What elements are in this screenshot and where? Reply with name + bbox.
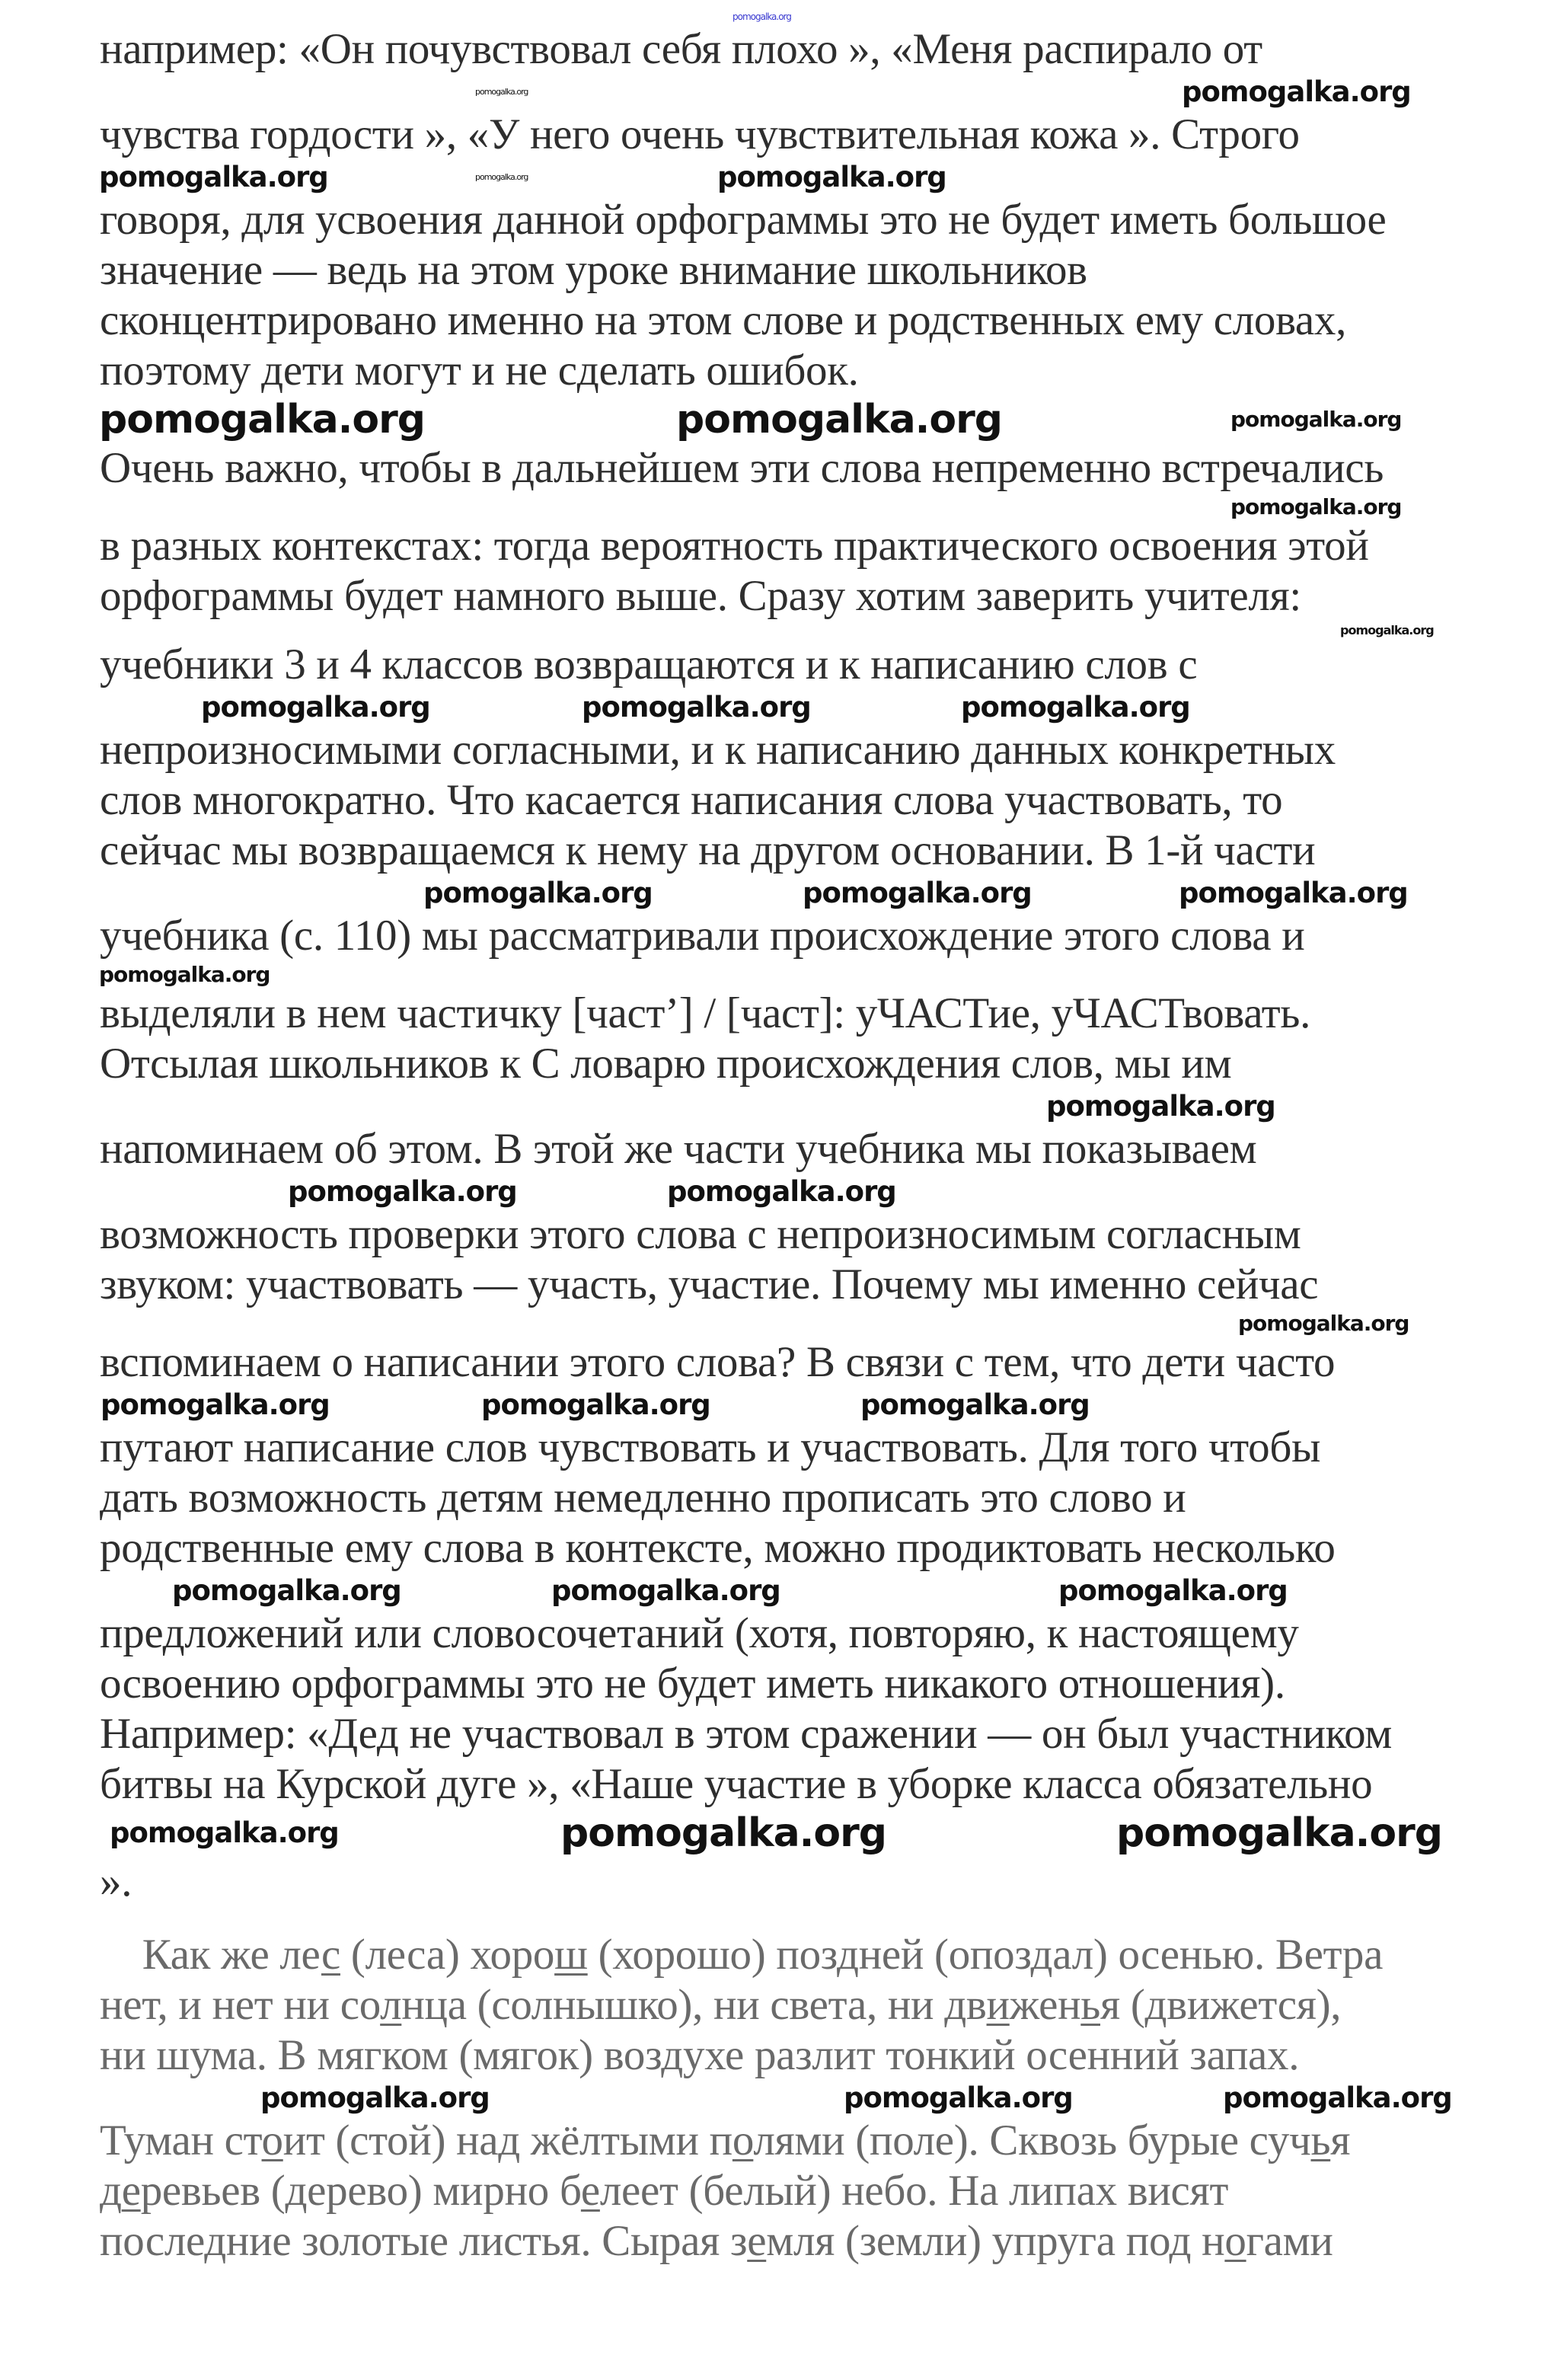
watermark-row	[0, 1573, 1548, 1608]
underlined-letter: е	[121, 2167, 141, 2215]
poem-line	[0, 2166, 1548, 2216]
text-line: говоря, для усвоения данной орфограммы это не будет иметь большое	[100, 196, 1387, 244]
underlined-letter: и	[986, 1981, 1010, 2029]
text-line: звуком: участвовать — участь, участие. Почему мы именно сейчас	[100, 1260, 1319, 1308]
watermark: pomogalka.org	[423, 877, 653, 909]
text-segment: д	[100, 2167, 122, 2215]
text-line: дать возможность детям немедленно прописать это слово и	[100, 1474, 1186, 1522]
watermark-row	[0, 396, 1548, 443]
watermark-row	[0, 9, 1548, 24]
watermark-row	[0, 2081, 1548, 2116]
text-segment: я (движется),	[1100, 1981, 1342, 2029]
watermark: pomogalka.org	[1238, 1311, 1409, 1336]
text-segment: я	[1330, 2116, 1351, 2164]
watermark: pomogalka.org	[1230, 407, 1402, 432]
text-line: Отсылая школьников к С ловарю происхождения слов, мы им	[100, 1040, 1232, 1088]
text-line: в разных контекстах: тогда вероятность практического освоения этой	[100, 522, 1369, 570]
underlined-letter: ш	[554, 1931, 588, 1979]
underlined-letter: о	[1224, 2217, 1246, 2265]
text-line: орфограммы будет намного выше. Сразу хотим заверить учителя:	[100, 572, 1301, 620]
text-line: чувства гордости », «У него очень чувствительная кожа ». Строго	[100, 110, 1300, 158]
paragraph-gap	[0, 1907, 1548, 1930]
watermark: pomogalka.org	[101, 1388, 330, 1421]
watermark: pomogalka.org	[1182, 75, 1411, 108]
text-segment: ревьев (дерево) мирно б	[140, 2167, 581, 2215]
watermark: pomogalka.org	[844, 2081, 1073, 2114]
text-segment: гами	[1246, 2217, 1333, 2265]
watermark-row	[0, 494, 1548, 521]
watermark: pomogalka.org	[475, 87, 528, 97]
watermark: pomogalka.org	[1223, 2081, 1452, 2114]
watermark: pomogalka.org	[110, 1816, 339, 1849]
watermark-row	[0, 75, 1548, 110]
text-segment: (леса) хоро	[340, 1931, 555, 1979]
watermark: pomogalka.org	[860, 1388, 1090, 1421]
watermark: pomogalka.org	[260, 2081, 490, 2114]
text-line: напоминаем об этом. В этой же части учебника мы показываем	[100, 1125, 1257, 1173]
watermark: pomogalka.org	[99, 397, 426, 442]
watermark: pomogalka.org	[201, 691, 430, 724]
watermark-row	[0, 160, 1548, 195]
watermark: pomogalka.org	[560, 1810, 887, 1856]
watermark: pomogalka.org	[99, 962, 270, 987]
watermark: pomogalka.org	[717, 161, 946, 193]
text-segment: ней (опоздал) осенью. Ветра	[858, 1931, 1384, 1979]
text-segment: лями (поле). Сквозь бурые суч	[753, 2116, 1311, 2164]
document-page	[0, 9, 1548, 2267]
underlined-letter: ь	[1310, 2116, 1331, 2164]
watermark: pomogalka.org	[676, 397, 1003, 442]
text-line: ».	[100, 1858, 132, 1906]
text-line: Например: «Дед не участвовал в этом сражении — он был участником	[100, 1710, 1393, 1758]
watermark: pomogalka.org	[481, 1388, 710, 1421]
text-segment: жен	[1009, 1981, 1081, 2029]
watermark: pomogalka.org	[172, 1574, 401, 1607]
watermark-row	[0, 961, 1548, 989]
underlined-letter: о	[261, 2116, 283, 2164]
text-segment: мля (земли) упруга под н	[766, 2217, 1225, 2265]
poem-line	[0, 2216, 1548, 2267]
underlined-letter: е	[747, 2217, 767, 2265]
text-line: путают написание слов чувствовать и участвовать. Для того чтобы	[100, 1423, 1321, 1471]
watermark-row	[0, 1810, 1548, 1857]
watermark: pomogalka.org	[1179, 877, 1408, 909]
watermark: pomogalka.org	[288, 1175, 517, 1208]
text-line: возможность проверки этого слова с непроизносимым согласным	[100, 1210, 1301, 1258]
watermark-row	[0, 1388, 1548, 1423]
watermark: pomogalka.org	[961, 691, 1190, 724]
text-line: сконцентрировано именно на этом слове и родственных ему словах,	[100, 296, 1347, 344]
watermark: pomogalka.org	[582, 691, 811, 724]
watermark: pomogalka.org	[1116, 1810, 1443, 1856]
underlined-letter: д	[836, 1931, 859, 1979]
text-segment: ит (стой) над жёлтыми п	[282, 2116, 733, 2164]
text-segment: последние золотые листья. Сырая з	[100, 2217, 748, 2265]
text-line: поэтому дети могут и не сделать ошибок.	[100, 347, 859, 395]
text-segment: Как же ле	[100, 1931, 321, 1979]
underlined-letter: ь	[1080, 1981, 1100, 2029]
text-segment: ни шума. В мягком (мягок) воздухе разлит тонкий осенний запах.	[100, 2031, 1300, 2079]
text-line: освоению орфограммы это не будет иметь никакого отношения).	[100, 1660, 1285, 1708]
poem-line	[0, 2030, 1548, 2081]
text-line: слов многократно. Что касается написания слова участвовать, то	[100, 776, 1283, 824]
text-line: предложений или словосочетаний (хотя, повторяю, к настоящему	[100, 1609, 1299, 1657]
text-segment: Туман ст	[100, 2116, 262, 2164]
watermark-row	[0, 690, 1548, 725]
underlined-letter: л	[380, 1981, 402, 2029]
text-line: родственные ему слова в контексте, можно продиктовать несколько	[100, 1524, 1336, 1572]
poem-line	[0, 1980, 1548, 2030]
text-line: значение — ведь на этом уроке внимание школьников	[100, 246, 1087, 294]
watermark: pomogalka.org	[99, 161, 328, 193]
watermark: pomogalka.org	[1046, 1090, 1275, 1123]
watermark: pomogalka.org	[551, 1574, 780, 1607]
watermark-row	[0, 1174, 1548, 1209]
text-line: сейчас мы возвращаемся к нему на другом основании. В 1-й части	[100, 826, 1316, 874]
watermark-row	[0, 876, 1548, 911]
underlined-letter: с	[321, 1931, 340, 1979]
watermark: pomogalka.org	[733, 11, 791, 22]
text-line: выделяли в нем частичку [част’] / [част]: уЧАСТие, уЧАСТвовать.	[100, 989, 1311, 1037]
watermark-row	[0, 1089, 1548, 1124]
text-line: Очень важно, чтобы в дальнейшем эти слова непременно встречались	[100, 444, 1384, 492]
watermark: pomogalka.org	[667, 1175, 896, 1208]
text-line: битвы на Курской дуге », «Наше участие в уборке класса обязательно	[100, 1760, 1373, 1808]
text-segment: нца (солнышко), ни света, ни дв	[401, 1981, 987, 2029]
watermark: pomogalka.org	[1230, 494, 1402, 519]
text-segment: (хорошо) поз	[587, 1931, 837, 1979]
text-line: учебника (с. 110) мы рассматривали происхождение этого слова и	[100, 912, 1305, 960]
watermark: pomogalka.org	[803, 877, 1032, 909]
watermark: pomogalka.org	[475, 172, 528, 182]
text-line: например: «Он почувствовал себя плохо », «Меня распирало от	[100, 25, 1262, 73]
underlined-letter: о	[732, 2116, 754, 2164]
watermark-row	[0, 1310, 1548, 1337]
watermark: pomogalka.org	[1340, 623, 1434, 637]
text-line: учебники 3 и 4 классов возвращаются и к написанию слов с	[100, 641, 1198, 688]
watermark: pomogalka.org	[1058, 1574, 1288, 1607]
text-line: вспоминаем о написании этого слова? В связи с тем, что дети часто	[100, 1338, 1336, 1386]
underlined-letter: е	[580, 2167, 600, 2215]
watermark-row	[0, 621, 1548, 640]
text-segment: леет (белый) небо. На липах висят	[599, 2167, 1229, 2215]
poem-line	[0, 1930, 1548, 1980]
text-segment: нет, и нет ни со	[100, 1981, 381, 2029]
text-line: непроизносимыми согласными, и к написанию данных конкретных	[100, 726, 1336, 774]
poem-line	[0, 2116, 1548, 2166]
